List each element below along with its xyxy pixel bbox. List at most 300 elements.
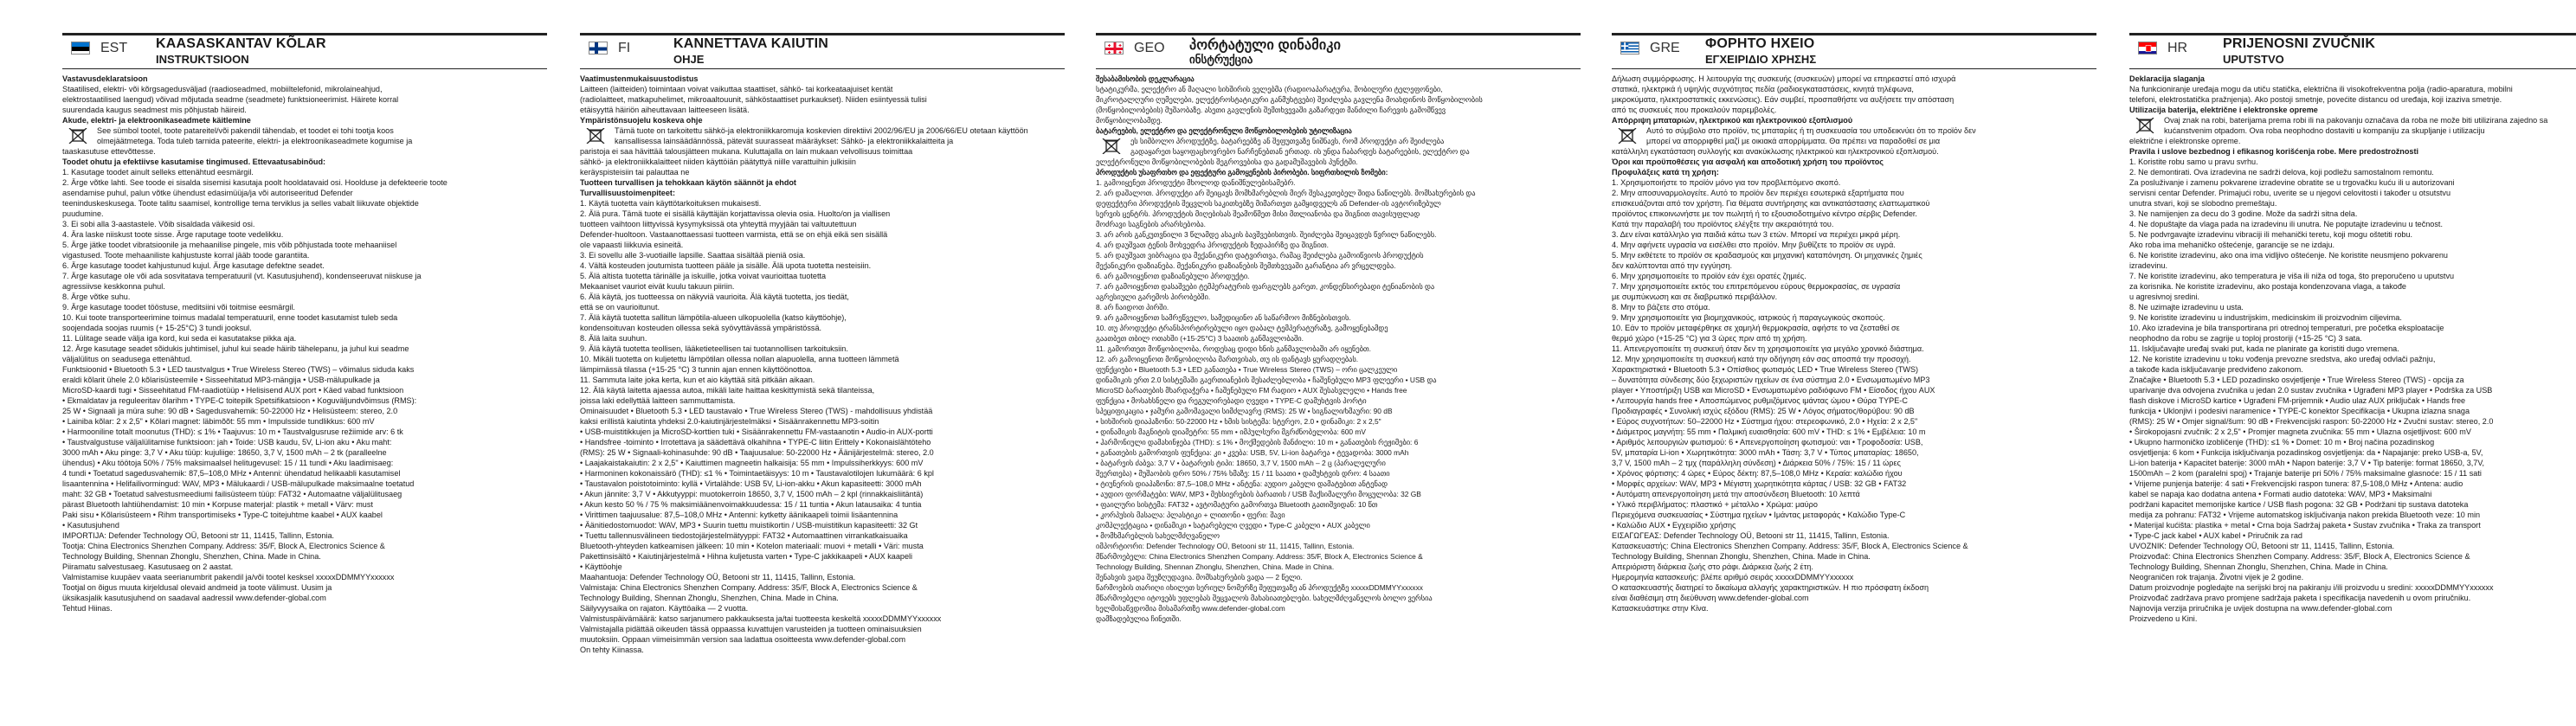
- text-line: električne i elektronske opreme.: [2129, 137, 2241, 145]
- text-line: კომპლექტაცია • დინამიკი • სატარებელი ღვედი • Type-C კაბელი • AUX კაბელი: [1096, 521, 1370, 530]
- text-line: მოწყობილობამდე.: [1096, 116, 1162, 125]
- column-header: [1612, 33, 2096, 69]
- text-line: IMPORTIJA: Defender Technology OÜ, Betooni str 11, 11415, Tallinn, Estonia.: [62, 531, 335, 540]
- text-line: 8. Μην το βάζετε στο στόμα.: [1612, 303, 1710, 312]
- text-line: • Type-C jack kabel • AUX kabel • Priručnik za rad: [2129, 531, 2302, 540]
- text-line: Toodet ohutu ja efektiivse kasutamise tingimused. Ettevaatusabinõud:: [62, 157, 326, 166]
- text-line: Proizvedeno u Kini.: [2129, 614, 2198, 623]
- column-body: [2129, 74, 2576, 624]
- text-line: uparivanje dva odvojena zvučnika u jedan 2.0 sustav zvučnika • Ugrađeni MP3 player • Podrška za USB: [2129, 386, 2493, 395]
- language-code: HR: [2167, 41, 2188, 55]
- text-line: • Vrijeme punjenja baterije: 4 sati • Frekvencijski raspon tunera: 87,5-108,0 MHz • Antena: audio: [2129, 479, 2463, 488]
- text-line: 3000 mAh • Aku pinge: 3,7 V • Aku tüüp: kujuliige: 18650, 3,7 V, 1500 mAh – 2 tk (paralleelne: [62, 448, 387, 457]
- text-line: Προδιαγραφές • Συνολική ισχύς εξόδου (RMS): 25 W • Λόγος σήματος/θορύβου: 90 dB: [1612, 407, 1915, 415]
- text-line: 3. არ არის განკუთვნილი 3 წლამდე ასაკის ბავშვებისთვის. შეიძლება შეიცავდეს წვრილ ნაწილებს.: [1096, 230, 1437, 239]
- column-body: [1096, 74, 1581, 624]
- text-line: • ჰარმონიული დამახინჯება (THD): ≤ 1% • მოქმედების მანძილი: 10 m • განათების რეჟიმები: 6: [1096, 438, 1419, 447]
- text-line: teeninduskeskusega. Toote talitu saamisel, kontrollige tema terviklus ja selles vabalt liikuvate objektide: [62, 199, 419, 208]
- text-line: • მომხმარებლის სახელმძღვანელო: [1096, 531, 1220, 540]
- text-line: Utilizacija baterija, električne i elektronske opreme: [2129, 106, 2318, 114]
- column-hr: [2129, 33, 2576, 716]
- text-line: 4. Μην αφήνετε υγρασία να εισέλθει στο προϊόν. Μην βυθίζετε το προϊόν σε υγρά.: [1612, 241, 1896, 249]
- column-subtitle: ინსტრუქცია: [1189, 53, 1253, 66]
- text-line: 1500mAh – 2 kom (paralelni spoj) • Trajanje baterije pri 50% / 75% maksimalne glasnoće: 15 / 11 sati: [2129, 469, 2482, 478]
- text-line: 1. Koristite robu samo u pravu svrhu.: [2129, 157, 2258, 166]
- text-line: telefoni, elektrostatička pražnjenja). Ako postoji smetnje, povećite distancu od uređaja, koji izaziva smetnje.: [2129, 95, 2502, 104]
- text-line: olmejäätmetega. Toda tuleb tarnida pateerite, elektri- ja elektroonikaseadmete kogumise ja: [97, 137, 413, 145]
- text-line: შენახვის ვადა შეუზღუდავია. მომსახურების ვადა — 2 წელი.: [1096, 573, 1303, 581]
- text-line: 12. Ne koristite izradevinu u toku vođenja prevozne sredstva, ako uređaj odvlači pažnju,: [2129, 355, 2436, 363]
- text-line: სპეციფიკაცია • ჯამური გამომავალი სიმძლავრე (RMS): 25 W • სიგნალი/ხმაური: 90 dB: [1096, 407, 1393, 415]
- text-line: kansallisessa lainsäädännössä, pätevät suurasseat määräykset: Sähkö- ja elektroniikkalaitteita ja: [615, 137, 954, 145]
- text-line: Χαρακτηριστικά • Bluetooth 5.3 • Οπίσθιος φωτισμός LED • True Wireless Stereo (TWS): [1612, 365, 1919, 374]
- column-geo: [1096, 33, 1581, 716]
- text-line: että se on vaurioitunut.: [580, 303, 660, 312]
- text-line: u agresivnoj sredini.: [2129, 292, 2199, 301]
- text-line: izradevinu.: [2129, 261, 2167, 270]
- text-line: • Širokopojasni zvučnik: 2 x 2,5" • Promjer magneta zvučnika: 55 mm • Ulazna osjetljivost: 600 mV: [2129, 427, 2471, 436]
- text-line: κατάλληλη εγκατάσταση συλλογής και ανακύκλωσης ηλεκτρικού και ηλεκτρονικού εξοπλισμού.: [1612, 147, 1939, 156]
- text-line: Deklaracija slaganja: [2129, 74, 2205, 83]
- text-line: • Καλώδιο AUX • Εγχειρίδιο χρήσης: [1612, 521, 1736, 530]
- text-line: • Taustavalon poistotoiminto: kyllä • Virtalähde: USB 5V, Li-ion-akku • Akun kapasiteetti: 3000 mAh: [580, 479, 922, 488]
- text-line: 11. Isključavajte uređaj svaki put, kada ne planirate ga koristiti dugo vremena.: [2129, 344, 2399, 353]
- text-line: Κατασκευαστής: China Electronics Shenzhen Company. Address: 35/F, Block A, Electronics Science &: [1612, 542, 1968, 550]
- text-line: Περιεχόμενα συσκευασίας • Σύστημα ηχείων • Ιμάντας μεταφοράς • Καλώδιο Type-C: [1612, 511, 1906, 519]
- text-line: 12. Älä käytä laitetta ajaessa autoa, mikäli laite haittaa keskittymistä sekä tilanteissa,: [580, 386, 875, 395]
- text-line: • Laajakaistakaiutin: 2 x 2,5" • Kaiuttimen magneetin halkaisija: 55 mm • Impulssiherkkyys: 600 mV: [580, 459, 924, 467]
- text-line: Valmistajalla pidättää oikeuden tässä oppaassa kuvattujen varusteiden ja tuotteen ominaisuuksien: [580, 625, 922, 633]
- text-line: • Lainiba kõlar: 2 x 2,5" • Kõlari magnet: läbimõõt: 55 mm • Impulsside tundlikkus: 600 mV: [62, 417, 375, 426]
- text-line: • Διάμετρος μαγνήτη: 55 mm • Παλμική ευαισθησία: 600 mV • THD: ≤ 1% • Εμβέλεια: 10 m: [1612, 427, 1926, 436]
- text-line: 9. Älä käytä tuotetta teollisen, lääketieteellisen tai tuotannollisen tarkoituksiin.: [580, 344, 848, 353]
- text-line: kabel se napaja kao dodatna antena • Formati audio datoteka: WAV, MP3 • Maksimalni: [2129, 490, 2432, 498]
- text-line: Mekaaniset vauriot eivät kuulu takuun piiriin.: [580, 282, 735, 291]
- text-line: Tehtud Hiinas.: [62, 604, 113, 613]
- text-line: Bluetooth-yhteyden katkeamisen jälkeen: 10 min • Kotelon materiaali: muovi + metalli • Väri: musta: [580, 542, 924, 550]
- text-line: osvjetljenja: 6 kom • Funkcija isključivanja pozadinskog osvjetljenja: da • Napajanje: preko USB-a, 5V,: [2129, 448, 2483, 457]
- text-line: medija za pohranu: FAT32 • Vrijeme automatskog isključivanja nakon prekida Bluetooth veze: 10 min: [2129, 511, 2481, 519]
- weee-bin-icon: [2133, 118, 2157, 133]
- text-line: დეფექტური პროდუქტის შეცვლის საკითხებზე მიმართეთ გამყიდველს ან Defender-ის ავტორიზებულ: [1096, 199, 1441, 208]
- text-line: μπορεί να απορριφθεί μαζί με οικιακά απορρίμματα. Θα πρέπει να παραδοθεί σε μια: [1646, 137, 1941, 145]
- text-line: Απεριόριστη διάρκεια ζωής στο ράφι. Διάρκεια ζωής 2 έτη.: [1612, 562, 1813, 571]
- text-line: • Harmoninen kokonaissärö (THD): ≤1 % • Toimintaetäisyys: 10 m • Taustavalotilojen lukumäärä: 6 kpl: [580, 469, 934, 478]
- text-line: • დინამიკის მაგნიტის დიამეტრი: 55 mm • იმპულსური მგრძნობელობა: 600 mV: [1096, 427, 1366, 436]
- text-line: unutra stvari, koji se slobodno premeštaju.: [2129, 199, 2277, 208]
- text-line: ბატარეების, ელექტრო და ელექტრონული მოწყობილობების უტილიზაცია: [1096, 126, 1352, 135]
- text-line: • ფაილური სისტემა: FAT32 • ავტომატური გამორთვა Bluetooth გათიშვიდან: 10 წთ: [1096, 500, 1378, 509]
- text-line: Datum proizvodnje pogledajte na serijski broj na pakiranju i/ili proizvodu u sredini: xxxxxDDMMYYxxxxxx: [2129, 583, 2494, 592]
- text-line: Vastavusdeklaratsioon: [62, 74, 148, 83]
- text-line: 11. გამორთეთ მოწყობილობა, როდესაც დიდი ხნის განმავლობაში არ იყენებთ.: [1096, 344, 1371, 353]
- text-line: 2. Älä pura. Tämä tuote ei sisällä käyttäjän korjattavissa olevia osia. Huolto/on ja viallisen: [580, 209, 891, 218]
- text-line: 11. Απενεργοποιείτε τη συσκευή όταν δεν τη χρησιμοποιείτε για μεγάλο χρονικό διάστημα.: [1612, 344, 1924, 353]
- flag-icon: [589, 42, 608, 55]
- text-line: 2. Ärge võtke lahti. See toode ei sisalda sisemisi kasutaja poolt hooldatavaid osi. Hoolduse ja defekteerie toote: [62, 178, 448, 187]
- text-line: Valmistamise kuupäev vaata seerianumbrit pakendil ja/või tootel kesksel xxxxxDDMMYYxxxxxx: [62, 573, 395, 581]
- text-line: 10. თუ პროდუქტი ტრანსპორტირებული იყო დაბალ ტემპერატურაზე, გამოყენებამდე: [1096, 324, 1388, 332]
- text-line: Piiramatu salvestusaeg. Kasutusaeg on 2 aastat.: [62, 562, 234, 571]
- text-line: (RMS): 25 W • Omjer signal/šum: 90 dB • Frekvencijski raspon: 50-22000 Hz • Zvučni sustav: stereo, 2.0: [2129, 417, 2494, 426]
- text-line: με συμπύκνωση και σε διαβρωτικό περιβάλλον.: [1612, 292, 1778, 301]
- text-line: Προφυλάξεις κατά τη χρήση:: [1612, 168, 1719, 177]
- text-line: keräyspisteisiin tai palauttaa ne: [580, 168, 690, 177]
- text-line: 4. Ne dopuštajte da vlaga pada na izradevinu ili unutra. Ne poputajte izradevinu u tečnost.: [2129, 220, 2443, 228]
- text-line: 11. Sammuta laite joka kerta, kun et aio käyttää sitä pitkään aikaan.: [580, 376, 815, 384]
- text-line: Defender-huoltoon. Vastaanottaessasi tuotteen varmista, että se on ehjä eikä sen sisällä: [580, 230, 888, 239]
- text-line: See sümbol tootel, toote patareitel/või pakendil tähendab, et toodet ei tohi tootja koos: [97, 126, 394, 135]
- flag-icon: [71, 42, 90, 55]
- text-line: • Αριθμός λειτουργιών φωτισμού: 6 • Απενεργοποίηση φωτισμού: ναι • Τροφοδοσία: USB,: [1612, 438, 1923, 447]
- text-line: paristoja ei saa hävittää talousjätteen mukana. Kuluttajalla on lain mukaan velvollisuus toimittaa: [580, 147, 913, 156]
- text-line: kućanstvenim otpadom. Ova roba neophodno dostaviti u kompaniju za skupljanje i utilizaciju: [2164, 126, 2485, 135]
- text-line: (RMS): 25 W • Signaali-kohinasuhde: 90 dB • Taajuusalue: 50-22000 Hz • Äänijärjestelmä: stereo, 2.0: [580, 448, 934, 457]
- text-line: UVOZNIK: Defender Technology OÜ, Betooni str 11, 11415, Tallinn, Estonia.: [2129, 542, 2395, 550]
- text-line: 5. Μην εκθέτετε το προϊόν σε κραδασμούς και μηχανική καταπόνηση. Οι μηχανικές ζημιές: [1612, 251, 1922, 260]
- text-line: ელექტრონული მოწყობილობების შეგროვებისა და გადამუშავების პუნქტში.: [1096, 157, 1358, 166]
- text-line: Όροι και προϋποθέσεις για ασφαλή και αποδοτική χρήση του προϊόντος: [1612, 157, 1884, 166]
- text-line: 3. Ei sobi alla 3-aastastele. Võib sisaldada väikesid osi.: [62, 220, 255, 228]
- text-line: 6. Älä käytä, jos tuotteessa on näkyviä vaurioita. Älä käytä tuotetta, jos tiedät,: [580, 292, 849, 301]
- column-subtitle: OHJE: [673, 53, 705, 66]
- text-line: στατικά, ηλεκτρικά ή υψηλής συχνότητας πεδία (ραδιοεγκαταστάσεις, κινητά τηλέφωνα,: [1612, 85, 1914, 93]
- text-line: θερμό χώρο (+15-25 °C) για 3 ώρες πριν από τη χρήση.: [1612, 334, 1807, 343]
- text-line: 12. Μην χρησιμοποιείτε τη συσκευή κατά την οδήγηση εάν σας αποσπά την προσοχή.: [1612, 355, 1911, 363]
- weee-bin-icon: [1099, 138, 1124, 154]
- text-line: 8. არ ჩაიდოთ პირში.: [1096, 303, 1169, 312]
- weee-bin-icon: [1615, 128, 1639, 144]
- column-subtitle: ΕΓΧΕΙΡΙΔΙΟ ΧΡΗΣΗΣ: [1705, 53, 1817, 66]
- text-line: taaskasutuse ettevõttesse.: [62, 147, 156, 156]
- language-code: FI: [618, 41, 631, 55]
- text-line: • Αυτόματη απενεργοποίηση μετά την αποσύνδεση Bluetooth: 10 λεπτά: [1612, 490, 1860, 498]
- text-line: 4 tundi • Toetatud sagedusvahemik: 87,5–108,0 MHz • Antenni: ühendatud helikaabli kasutamisel: [62, 469, 401, 478]
- text-line: pärast Bluetooth lahtiühendamist: 10 min • Korpuse materjal: plastik + metall • Värv: must: [62, 500, 373, 509]
- text-line: Technology Building, Shennan Zhonglu, Shenzhen, China. Made in China.: [1096, 562, 1335, 571]
- text-line: 5. Älä altista tuotetta tärinälle ja iskuille, jotka voivat vaurioittaa tuotetta: [580, 272, 827, 280]
- text-line: lämpimässä tilassa (+15-25 °C) 3 tunnin ajan ennen käyttöönottoa.: [580, 365, 813, 374]
- text-line: • სიხშირის დიაპაზონი: 50-22000 Hz • ხმის სისტემა: სტერეო, 2.0 • დინამიკი: 2 x 2,5": [1096, 417, 1381, 426]
- text-line: • Λειτουργία hands free • Αποσπώμενος ρυθμιζόμενος ιμάντας ώμου • Θύρα TYPE-C: [1612, 396, 1908, 405]
- column-header: [580, 33, 1065, 69]
- weee-bin-icon: [66, 128, 90, 144]
- text-line: 3. Δεν είναι κατάλληλο για παιδιά κάτω των 3 ετών. Μπορεί να περιέχει μικρά μέρη.: [1612, 230, 1901, 239]
- text-line: Funktsioonid • Bluetooth 5.3 • LED taustvalgus • True Wireless Stereo (TWS) – võimalus siduda kaks: [62, 365, 415, 374]
- column-fi: [580, 33, 1065, 716]
- column-title: პორტატული დინამიკი: [1189, 38, 1342, 53]
- text-line: MicroSD-kaardi tugi • Sisseehitatud FM-raadiotüüp • Helisisend AUX port • Käed vabad funktsioon: [62, 386, 404, 395]
- text-line: ფუნქციები • Bluetooth 5.3 • LED განათება • True Wireless Stereo (TWS) – ორი ცალკეული: [1096, 365, 1398, 374]
- text-line: 9. Ärge kasutage toodet tööstuse, meditsiini või toitmise eesmärgil.: [62, 303, 295, 312]
- text-line: იმპორტიორი: Defender Technology OÜ, Betooni str 11, 11415, Tallinn, Estonia.: [1096, 542, 1355, 550]
- flag-icon: [1104, 42, 1124, 55]
- text-line: 1. Käytä tuotetta vain käyttötarkoituksen mukaisesti.: [580, 199, 762, 208]
- text-line: 7. არ გამოიყენოთ დასაშვები ტემპერატურის ფარგლებს გარეთ, კონდენსირებადი ტენიანობის და: [1096, 282, 1435, 291]
- column-body: [580, 74, 1065, 655]
- text-line: maht: 32 GB • Toetatud salvestusmeediumi failisüsteem tüüp: FAT32 • Automaatne väljalülitusaeg: [62, 490, 402, 498]
- text-line: puudumine.: [62, 209, 104, 218]
- text-line: პროდუქტის უსაფრთხო და ეფექტური გამოყენების პირობები. სიფრთხილის ზომები:: [1096, 168, 1388, 177]
- text-line: • Handsfree -toiminto • Irrotettava ja säädettävä olkahihna • TYPE-C liitin Erittely • Kokonaislähtöteho: [580, 438, 931, 447]
- text-line: 5. Ne podvrgavajte izradevinu vibraciji ili mehanički teretu, koji mogu oštetiti robu.: [2129, 230, 2413, 239]
- text-line: Staatilised, elektri- või kõrgsagedusväljad (raadioseadmed, mobiiltelefonid, mikrolaineahjud,: [62, 85, 383, 93]
- text-line: Κατά την παραλαβή του προϊόντος ελέγξτε την ακεραιότητά του.: [1612, 220, 1834, 228]
- text-line: Ημερομηνία κατασκευής: βλέπε αριθμό σειράς xxxxxDDMMYYxxxxxx: [1612, 573, 1854, 581]
- text-line: 6. Ne koristite izradevinu, ako ona ima vidljivo oštećenje. Ne koristite neusmjeno pokvarenu: [2129, 251, 2448, 260]
- text-line: ხელმისაწვდომია მისამართზე www.defender-global.com: [1096, 604, 1285, 613]
- text-line: 8. Ne uzimajte izradevinu u usta.: [2129, 303, 2244, 312]
- text-line: a takođe kada isključavanje predviđeno zakonom.: [2129, 365, 2303, 374]
- text-line: üksikasjalik kasutusjuhend on saadaval aadressil www.defender-global.com: [62, 594, 326, 602]
- flag-icon: [2138, 42, 2157, 55]
- text-line: 5. არ დაუშვათ ვიბრაცია და მექანიკური დატვირთვა, რამაც შეიძლება გამოიწვიოს პროდუქტის: [1096, 251, 1424, 260]
- text-line: servisni centar Defender. Primajući robu, uverite se u njegovi celovitosti i također u otsutstvu: [2129, 189, 2451, 197]
- text-line: Δήλωση συμμόρφωσης. Η λειτουργία της συσκευής (συσκευών) μπορεί να επηρεαστεί από ισχυρά: [1612, 74, 1956, 83]
- text-line: Akude, elektri- ja elektroonikaseadmete käitlemine: [62, 116, 251, 125]
- text-line: 5. Ärge jätke toodet vibratsioonile ja mehaanilise pingele, mis võib põhjustada toote mehaaniisel: [62, 241, 397, 249]
- text-line: 2. Ne demontirati. Ova izradevina ne sadrži delova, koji podležu samostalnom remontu.: [2129, 168, 2434, 177]
- text-line: Turvallisuustoimenpiteet:: [580, 189, 675, 197]
- text-line: 7. Ne koristite izradevinu, ako temperatura je viša ili niža od toga, što preporučeno u uputstvu: [2129, 272, 2455, 280]
- text-line: 3. Ei sovellu alle 3-vuotiaille lapsille. Saattaa sisältää pieniä osia.: [580, 251, 806, 260]
- text-line: 7. Ärge kasutage ole või ada sosvitatava temperatuuril (vt. Kasutusjuhend), kondenseeruvat niiskuse ja: [62, 272, 422, 280]
- text-line: Neograničen rok trajanja. Životni vijek je 2 godine.: [2129, 573, 2304, 581]
- text-line: player • Υποστήριξη USB και MicroSD • Ενσωματωμένο ραδιόφωνο FM • Είσοδος ήχου AUX: [1612, 386, 1935, 395]
- text-line: agressiivse keskkonna puhul.: [62, 282, 165, 291]
- column-subtitle: UPUTSTVO: [2223, 53, 2284, 66]
- text-line: από τις συσκευές που προκαλούν παρεμβολές.: [1612, 106, 1777, 114]
- column-est: [62, 33, 547, 716]
- text-line: 25 W • Signaali ja müra suhe: 90 dB • Sagedusvahemik: 50-22000 Hz • Helisüsteem: stereo, 2.0: [62, 407, 398, 415]
- text-line: • ბატარეის ძაბვა: 3,7 V • ბატარეის ტიპი: 18650, 3,7 V, 1500 mAh – 2 ც (პარალელური: [1096, 459, 1386, 467]
- text-line: etäisyyttä häiriön aiheuttavaan laitteeseen lisätä.: [580, 106, 750, 114]
- text-line: 2. არ დაშალოთ. პროდუქტი არ შეიცავს მომხმარებლის მიერ შესაკეთებელ შიდა ნაწილებს. მომსახურების და: [1096, 189, 1476, 197]
- text-line: 4. Vältä kosteuden joutumista tuotteen pääle ja sisälle. Älä upota tuotetta nesteisiin.: [580, 261, 872, 270]
- text-line: είναι διαθέσιμη στη διεύθυνση www.defender-global.com: [1612, 594, 1809, 602]
- text-line: Najnovija verzija priručnika je uvijek dostupna na www.defender-global.com: [2129, 604, 2392, 613]
- text-line: ühendus) • Aku töötoja 50% / 75% maksimaalsel helitugevusel: 15 / 11 tundi • Aku laadimisaeg:: [62, 459, 394, 467]
- text-line: Paki sisu • Kõlarisüsteem • Rihm transportimiseks • Type-C toitejuhtme kaabel • AUX kaabel: [62, 511, 383, 519]
- text-line: დინამიკის ერთ 2.0 სისტემაში გაერთიანების შესაძლებლობა • ჩაშენებული MP3 ფლეერი • USB და: [1096, 376, 1437, 384]
- text-line: vigastused. Toote mehaaniliste kahjustuste korral jääb toode garantiita.: [62, 251, 310, 260]
- column-title: KAASASKANTAV KÕLAR: [156, 36, 326, 51]
- text-line: მწარმოებელი იტოვებს უფლებას შეცვალოს მახასიათებლები. სახელმძღვანელოს ბოლო ვერსია: [1096, 594, 1433, 602]
- text-line: 8. Ärge võtke suhu.: [62, 292, 131, 301]
- text-line: • კორპუსის მასალა: პლასტიკი + ლითონი • ფერი: შავი: [1096, 511, 1285, 519]
- text-line: Ominaisuudet • Bluetooth 5.3 • LED taustavalo • True Wireless Stereo (TWS) - mahdollisuus yhdistää: [580, 407, 933, 415]
- text-line: 3. Ne namijenjen za decu do 3 godine. Može da sadrži sitna dela.: [2129, 209, 2358, 218]
- text-line: • Virittimen taajuusalue: 87,5–108,0 MHz • Antenni: kytketty äänikaapeli toimii lisäantennina: [580, 511, 898, 519]
- text-line: Απόρριψη μπαταριών, ηλεκτρικού και ηλεκτρονικού εξοπλισμού: [1612, 116, 1853, 125]
- text-line: Technology Building, Shennan Zhonglu, Shenzhen, China. Made in China.: [580, 594, 839, 602]
- text-line: • აუდიო ფორმატები: WAV, MP3 • მეხსიერების ბარათის / USB მაქსიმალური მოცულობა: 32 GB: [1096, 490, 1421, 498]
- text-line: lisaantennina • Helifailivormingud: WAV, MP3 • Mälukaardi / USB-mälupulkade maksimaalne toetatud: [62, 479, 415, 488]
- text-line: ΕΙΣΑΓΩΓΕΑΣ: Defender Technology OÜ, Betooni str 11, 11415, Tallinn, Estonia.: [1612, 531, 1890, 540]
- text-line: προϊόντος επικοινωνήστε με τον πωλητή ή το εξουσιοδοτημένο κέντρο σέρβις Defender.: [1612, 209, 1917, 218]
- text-line: Pakettinsisältö • Kaiutinjärjestelmä • Hihna kuljetusta varten • Type-C jakkikaapeli • AUX kaapeli: [580, 552, 913, 561]
- text-line: წარმოების თარიღი იხილეთ სერიულ ნომერზე შეფუთვაზე ან პროდუქტზე xxxxxDDMMYYxxxxxx: [1096, 583, 1423, 592]
- text-line: eraldi kõlarit ühele 2.0 kõlarisüsteemile • Sisseehitatud MP3-mängija • USB-mälupulkade ja: [62, 376, 380, 384]
- text-line: (მოწყობილობების) მუშაობაზე. ასეთი გავლენის შემთხვევაში გაზარდეთ მანძილი ჩარევის გამომწვევ: [1096, 106, 1446, 114]
- text-line: Κατασκευάστηκε στην Κίνα.: [1612, 604, 1709, 613]
- text-line: გაათბეთ თბილ ოთახში (+15-25°C) 3 საათის განმავლობაში.: [1096, 334, 1304, 343]
- text-line: ფუნქცია • მოსახსნელი და რეგულირებადი ღვედი • TYPE-C დამუხტვის პორტი: [1096, 396, 1367, 405]
- text-line: ole vapaasti liikkuvia esineitä.: [580, 241, 684, 249]
- text-line: • Μορφές αρχείων: WAV, MP3 • Μέγιστη χωρητικότητα κάρτας / USB: 32 GB • FAT32: [1612, 479, 1907, 488]
- text-line: Tootja: China Electronics Shenzhen Company. Address: 35/F, Block A, Electronics Science &: [62, 542, 385, 550]
- text-line: tuotteen vaihtoon liittyvissä kysymyksissä ota yhteyttä myyjään tai valtuutettuun: [580, 220, 857, 228]
- text-line: suurendada kaugus seadmest mis põhjustab häireid.: [62, 106, 247, 114]
- column-header: [1096, 33, 1581, 69]
- text-line: 2. Μην αποσυναρμολογείτε. Αυτό το προϊόν δεν περιέχει εσωτερικά εξαρτήματα που: [1612, 189, 1904, 197]
- text-line: 4. Ära laske niiskust toote sisse. Ärge raputage toote vedelikku.: [62, 230, 284, 239]
- text-line: Ako roba ima mehaničko oštećenje, garancije se ne izdaju.: [2129, 241, 2335, 249]
- text-line: 10. Εάν το προϊόν μεταφέρθηκε σε χαμηλή θερμοκρασία, αφήστε το να ζεσταθεί σε: [1612, 324, 1900, 332]
- column-title: PRIJENOSNI ZVUČNIK: [2223, 36, 2376, 51]
- text-line: მწარმოებელი: China Electronics Shenzhen Company. Address: 35/F, Block A, Electronics Science &: [1096, 552, 1423, 561]
- text-line: Vaatimustenmukaisuustodistus: [580, 74, 699, 83]
- text-line: joissa laki edellyttää laitteen sammuttamista.: [580, 396, 736, 405]
- text-line: 8. Älä laita suuhun.: [580, 334, 647, 343]
- text-line: – δυνατότητα σύνδεσης δύο ξεχωριστών ηχείων σε ένα σύστημα 2.0 • Ενσωματωμένο MP3: [1612, 376, 1930, 384]
- text-line: On tehty Kiinassa.: [580, 646, 644, 654]
- text-line: 6. Μην χρησιμοποιείτε το προϊόν εάν έχει ορατές ζημιές.: [1612, 272, 1806, 280]
- text-line: MicroSD ბარათების მხარდაჭერა • ჩაშენებული FM რადიო • AUX შესასვლელი • Hands free: [1096, 386, 1407, 395]
- text-line: სერვის ცენტრს. პროდუქტის მიღებისას შეამოწმეთ მისი მთლიანობა და შიგნით თავისუფლად: [1096, 209, 1420, 218]
- text-line: Maahantuoja: Defender Technology OÜ, Betooni str 11, 11415, Tallinn, Estonia.: [580, 573, 856, 581]
- text-line: 9. Μην χρησιμοποιείτε για βιομηχανικούς, ιατρικούς ή παραγωγικούς σκοπούς.: [1612, 313, 1885, 322]
- text-line: • Äänitiedostomuodot: WAV, MP3 • Suurin tuettu muistikortin / USB-muistitikun kapasiteetti: 32 Gt: [580, 521, 918, 530]
- text-line: sähkö- ja elektroniikkalaitteet niiden käyttöiän päätyttyä niille varattuihin julkisiin: [580, 157, 856, 166]
- column-subtitle: INSTRUKTSIOON: [156, 53, 249, 66]
- text-line: (radiolaitteet, matkapuhelimet, mikroaaltouunit, sähköstaattiset purkaukset). Niiden esiintyessä tulisi: [580, 95, 927, 104]
- text-line: შესაბამისობის დეკლარაცია: [1096, 74, 1195, 83]
- column-body: [1612, 74, 2096, 614]
- text-line: Tuotteen turvallisen ja tehokkaan käytön säännöt ja ehdot: [580, 178, 796, 187]
- column-header: [2129, 33, 2576, 69]
- text-line: Αυτό το σύμβολο στο προϊόν, τις μπαταρίες ή τη συσκευασία του υποδεικνύει ότι το προϊόν δεν: [1646, 126, 1976, 135]
- text-line: Ympäristönsuojelu koskeva ohje: [580, 116, 703, 125]
- text-line: • Harmooniline totalt moonutus (THD): ≤ 1% • Taajuvus: 10 m • Taustvalgusruse režiimide arv: 6 tk: [62, 427, 403, 436]
- text-line: 1. Kasutage toodet ainult selleks ettenähtud eesmärgil.: [62, 168, 254, 177]
- text-line: მოძრავი საგნების არარსებობა.: [1096, 220, 1207, 228]
- column-title: ΦΟΡΗΤΟ ΗΧΕΙΟ: [1705, 36, 1815, 51]
- text-line: 10. Mikäli tuotetta on kuljetettu lämpötilan ollessa nollan alapuolella, anna tuotteen lämmetä: [580, 355, 899, 363]
- text-line: Li-ion baterija • Kapacitet baterije: 3000 mAh • Napon baterije: 3,7 V • Tip baterije: format 18650, 3,7V,: [2129, 459, 2485, 467]
- text-line: • Ukupno harmoničko izobličenje (THD): ≤1 % • Domet: 10 m • Broj načina pozadinskog: [2129, 438, 2435, 447]
- text-line: Tootjal on õigus muuta kirjeldusal olevaid andmeid ja toote välimust. Uusim ja: [62, 583, 332, 592]
- text-line: • ტიუნერის დიაპაზონი: 87,5–108,0 MHz • ანტენა: აუდიო კაბელი დამატებით ანტენად: [1096, 479, 1388, 488]
- text-line: სტატიკურმა, ელექტრო ან მაღალი სიხშირის ველებმა (რადიოაპარატურა, მობილური ტელეფონები,: [1096, 85, 1443, 93]
- text-line: • Ekmaldatav ja reguleeritav õlarihm • TYPE-C toitepilk Spetsifikatsioon • Koguväljundvõimsus (RMS):: [62, 396, 417, 405]
- text-line: • USB-muistitikkujen ja MicroSD-korttien tuki • Sisäänrakennettu FM-vastaanotin • Audio-in AUX-portti: [580, 427, 933, 436]
- language-code: EST: [100, 41, 128, 55]
- text-line: 1. გამოიყენეთ პროდუქტი მხოლოდ დანიშნულებისამებრ.: [1096, 178, 1296, 187]
- text-line: გადაყარეთ საყოფაცხოვრებო ნარჩენებთან ერთად. ის უნდა ჩაბარდეს ბატარეების, ელექტრო და: [1130, 147, 1470, 156]
- text-line: väljalülitus on seadusega ettenähtud.: [62, 355, 192, 363]
- text-line: kondensoituvan kosteuden ollessa sekä syövyttävässä ympäristössä.: [580, 324, 822, 332]
- text-line: • Akun kesto 50 % / 75 % maksimiäänenvoimakkuudessa: 15 / 11 tuntia • Akun latausaika: 4 tuntia: [580, 500, 922, 509]
- text-line: • Χρόνος φόρτισης: 4 ώρες • Εύρος δέκτη: 87,5–108,0 MHz • Κεραία: καλώδιο ήχου: [1612, 469, 1903, 478]
- flag-icon: [1620, 42, 1639, 55]
- text-line: Technology Building, Shennan Zhonglu, Shenzhen, China. Made in China.: [2129, 562, 2388, 571]
- text-line: • Käyttöohje: [580, 562, 622, 571]
- text-line: Na funkcioniranje uređaja mogu da utiču statička, električna ili visokofrekventna polja (radio-aparatura, mobilni: [2129, 85, 2513, 93]
- text-line: Pravila i uslove bezbednog i efikasnog korišćenja robe. Mere predostrožnosti: [2129, 147, 2419, 156]
- text-line: asendamise puhul, palun võtke ühendust edasimüüja/ja või autoriseeritud Defender: [62, 189, 353, 197]
- text-line: podržani kapacitet memorijske kartice / USB flash pogona: 32 GB • Podržani tip sustava datoteka: [2129, 500, 2469, 509]
- text-line: ეს სიმბოლო პროდუქტზე, ბატარეებზე ან შეფუთვაზე ნიშნავს, რომ პროდუქტი არ შეიძლება: [1130, 137, 1445, 145]
- text-line: Za posluživanje i zamenu pokvarene izradevine obratite se u trgovačku kuću ili u autorizovani: [2129, 178, 2455, 187]
- text-line: επισκευάζονται από τον χρήστη. Για θέματα συντήρησης και αντικατάστασης ελαττωματικού: [1612, 199, 1930, 208]
- text-line: Ovaj znak na robi, baterijama prema robi ili na pakovanju označava da roba ne može biti utilizirana zajedno sa: [2164, 116, 2548, 125]
- text-line: soojendada soojas ruumis (+ 15-25°C) 3 tundi jooksul.: [62, 324, 252, 332]
- text-line: 9. Ne koristite izradevinu u industrijskim, medicinskim ili proizvodnim ciljevima.: [2129, 313, 2402, 322]
- text-line: za korisnika. Ne koristite izradevinu, ako postaja kondenzovana vlaga, a takođe: [2129, 282, 2406, 291]
- column-header: [62, 33, 547, 69]
- text-line: Tämä tuote on tarkoitettu sähkö-ja elektroniikkaromuja koskevien direktiivi 2002/96/EU ja 2006/66/EU otetaan käyttöön: [615, 126, 1028, 135]
- column-gre: [1612, 33, 2096, 716]
- text-line: დამზადებულია ჩინეთში.: [1096, 614, 1182, 623]
- text-line: 1. Χρησιμοποιήστε το προϊόν μόνο για τον προβλεπόμενο σκοπό.: [1612, 178, 1841, 187]
- text-line: funkcija • Uklonjivi i podesivi naramenice • TYPE-C konektor Specifikacija • Ukupna izlazna snaga: [2129, 407, 2470, 415]
- text-line: • განათების გამორთვის ფუნქცია: კი • კვება: USB, 5V, Li-ion ბატარეა • ტევადობა: 3000 mAh: [1096, 448, 1409, 457]
- text-line: 5V, μπαταρία Li-ion • Χωρητικότητα: 3000 mAh • Τάση: 3,7 V • Τύπος μπαταρίας: 18650,: [1612, 448, 1919, 457]
- text-line: Proizvođač zadržava pravo promjene sadržaja paketa i specifikacija navedenih u ovom priručniku.: [2129, 594, 2471, 602]
- text-line: μικροκύματα, ηλεκτροστατικές εκκενώσεις). Εάν συμβεί, προσπαθήστε να αυξήσετε την απόσταση: [1612, 95, 1955, 104]
- text-line: 10. Ako izradevina je bila transportirana pri otrednoj temperaturi, pre početka eksploatacije: [2129, 324, 2444, 332]
- text-line: elektrostaatilised laengud) võivad mõjutada seadme (seadmete) funktsioneerimist. Häirete korral: [62, 95, 399, 104]
- text-line: Značajke • Bluetooth 5.3 • LED pozadinsko osvjetljenje • True Wireless Stereo (TWS) - opcija za: [2129, 376, 2464, 384]
- text-line: • Taustvalgustuse väljalülitamise funktsioon: jah • Toide: USB kaudu, 5V, Li-ion aku • Aku maht:: [62, 438, 392, 447]
- text-line: 7. Älä käytä tuotetta sallitun lämpötila-alueen ulkopuolella (katso käyttöohje),: [580, 313, 847, 322]
- text-line: • Υλικό περιβλήματος: πλαστικό + μέταλλο • Χρώμα: μαύρο: [1612, 500, 1818, 509]
- text-line: Technology Building, Shennan Zhonglu, Shenzhen, China. Made in China.: [1612, 552, 1871, 561]
- text-line: 9. არ გამოიყენოთ სამრეწველო, სამედიცინო ან საწარმოო მიზნებისთვის.: [1096, 313, 1351, 322]
- text-line: მიკროტალღური ღუმელები, ელექტროსტატიკური განმუხტვები) შეიძლება გავლენა მოახდინოს მოწყობილობის: [1096, 95, 1483, 104]
- text-line: 6. არ გამოიყენოთ დაზიანებული პროდუქტი.: [1096, 272, 1250, 280]
- text-line: Säilyvyysaika on rajaton. Käyttöaika — 2 vuotta.: [580, 604, 749, 613]
- text-line: neophodno da robu se zagrije u toploj prostoriji (+15-25 °C) 3 sata.: [2129, 334, 2362, 343]
- column-body: [62, 74, 547, 614]
- text-line: • Akun jännite: 3,7 V • Akkutyyppi: muotokerroin 18650, 3,7 V, 1500 mAh – 2 kpl (rinnakkaisliitäntä): [580, 490, 924, 498]
- text-line: • Tuettu tallennusvälineen tiedostojärjestelmätyyppi: FAT32 • Automaattinen virrankatkaisuaika: [580, 531, 908, 540]
- text-line: Laitteen (laitteiden) toimintaan voivat vaikuttaa staattiset, sähkö- tai korkeataajuiset kentät: [580, 85, 893, 93]
- text-line: 3,7 V, 1500 mAh – 2 τμχ (παράλληλη σύνδεση) • Διάρκεια 50% / 75%: 15 / 11 ώρες: [1612, 459, 1901, 467]
- text-line: მექანიკური დაზიანება. მექანიკური დაზიანების შემთხვევაში გარანტია არ ვრცელდება.: [1096, 261, 1396, 270]
- text-line: • Materijal kućišta: plastika + metal • Crna boja Sadržaj paketa • Sustav zvučnika • Traka za transport: [2129, 521, 2481, 530]
- text-line: შეერთება) • მუშაობის დრო 50% / 75% ხმაზე: 15 / 11 საათი • დამუხტვის დრო: 4 საათი: [1096, 469, 1390, 478]
- text-line: 10. Kui toote transporteerimine toimus madalal temperatuuril, enne toodet kasutamist tuleb seda: [62, 313, 398, 322]
- text-line: δεν καλύπτονται από την εγγύηση.: [1612, 261, 1733, 270]
- text-line: Proizvođač: China Electronics Shenzhen Company. Address: 35/F, Block A, Electronics Science &: [2129, 552, 2470, 561]
- text-line: Ο κατασκευαστής διατηρεί το δικαίωμα αλλαγής χαρακτηριστικών. Η πιο πρόσφατη έκδοση: [1612, 583, 1929, 592]
- text-line: 7. Μην χρησιμοποιείτε εκτός του επιτρεπόμενου εύρους θερμοκρασίας, σε υγρασία: [1612, 282, 1901, 291]
- text-line: Valmistaja: China Electronics Shenzhen Company. Address: 35/F, Block A, Electronics Science &: [580, 583, 918, 592]
- text-line: 12. Ärge kasutage seadet sõidukis juhtimisel, juhul kui seade häirib tähelepanu, ja juhul kui seadme: [62, 344, 409, 353]
- text-line: აგრესიული გარემოს პირობებში.: [1096, 292, 1211, 301]
- text-line: • Kasutusjuhend: [62, 521, 119, 530]
- text-line: kaksi erillistä kaiutinta yhdeksi 2.0-kaiutinjärjestelmäksi • Sisäänrakennettu MP3-soitin: [580, 417, 879, 426]
- text-line: muutoksiin. Oppaan viimeisimmän version saa ladattua osoitteesta www.defender-global.com: [580, 635, 906, 644]
- text-line: 4. არ დაუშვათ ტენის მოხვედრა პროდუქტის ზედაპირზე და შიგნით.: [1096, 241, 1329, 249]
- language-code: GEO: [1134, 41, 1165, 55]
- text-line: Technology Building, Shennan Zhonglu, Shenzhen, China. Made in China.: [62, 552, 321, 561]
- text-line: • Εύρος συχνοτήτων: 50–22000 Hz • Σύστημα ήχου: στερεοφωνικό, 2.0 • Ηχεία: 2 x 2,5": [1612, 417, 1918, 426]
- language-code: GRE: [1650, 41, 1680, 55]
- text-line: 11. Lülitage seade välja iga kord, kui seda ei kasutatakse pikka aja.: [62, 334, 297, 343]
